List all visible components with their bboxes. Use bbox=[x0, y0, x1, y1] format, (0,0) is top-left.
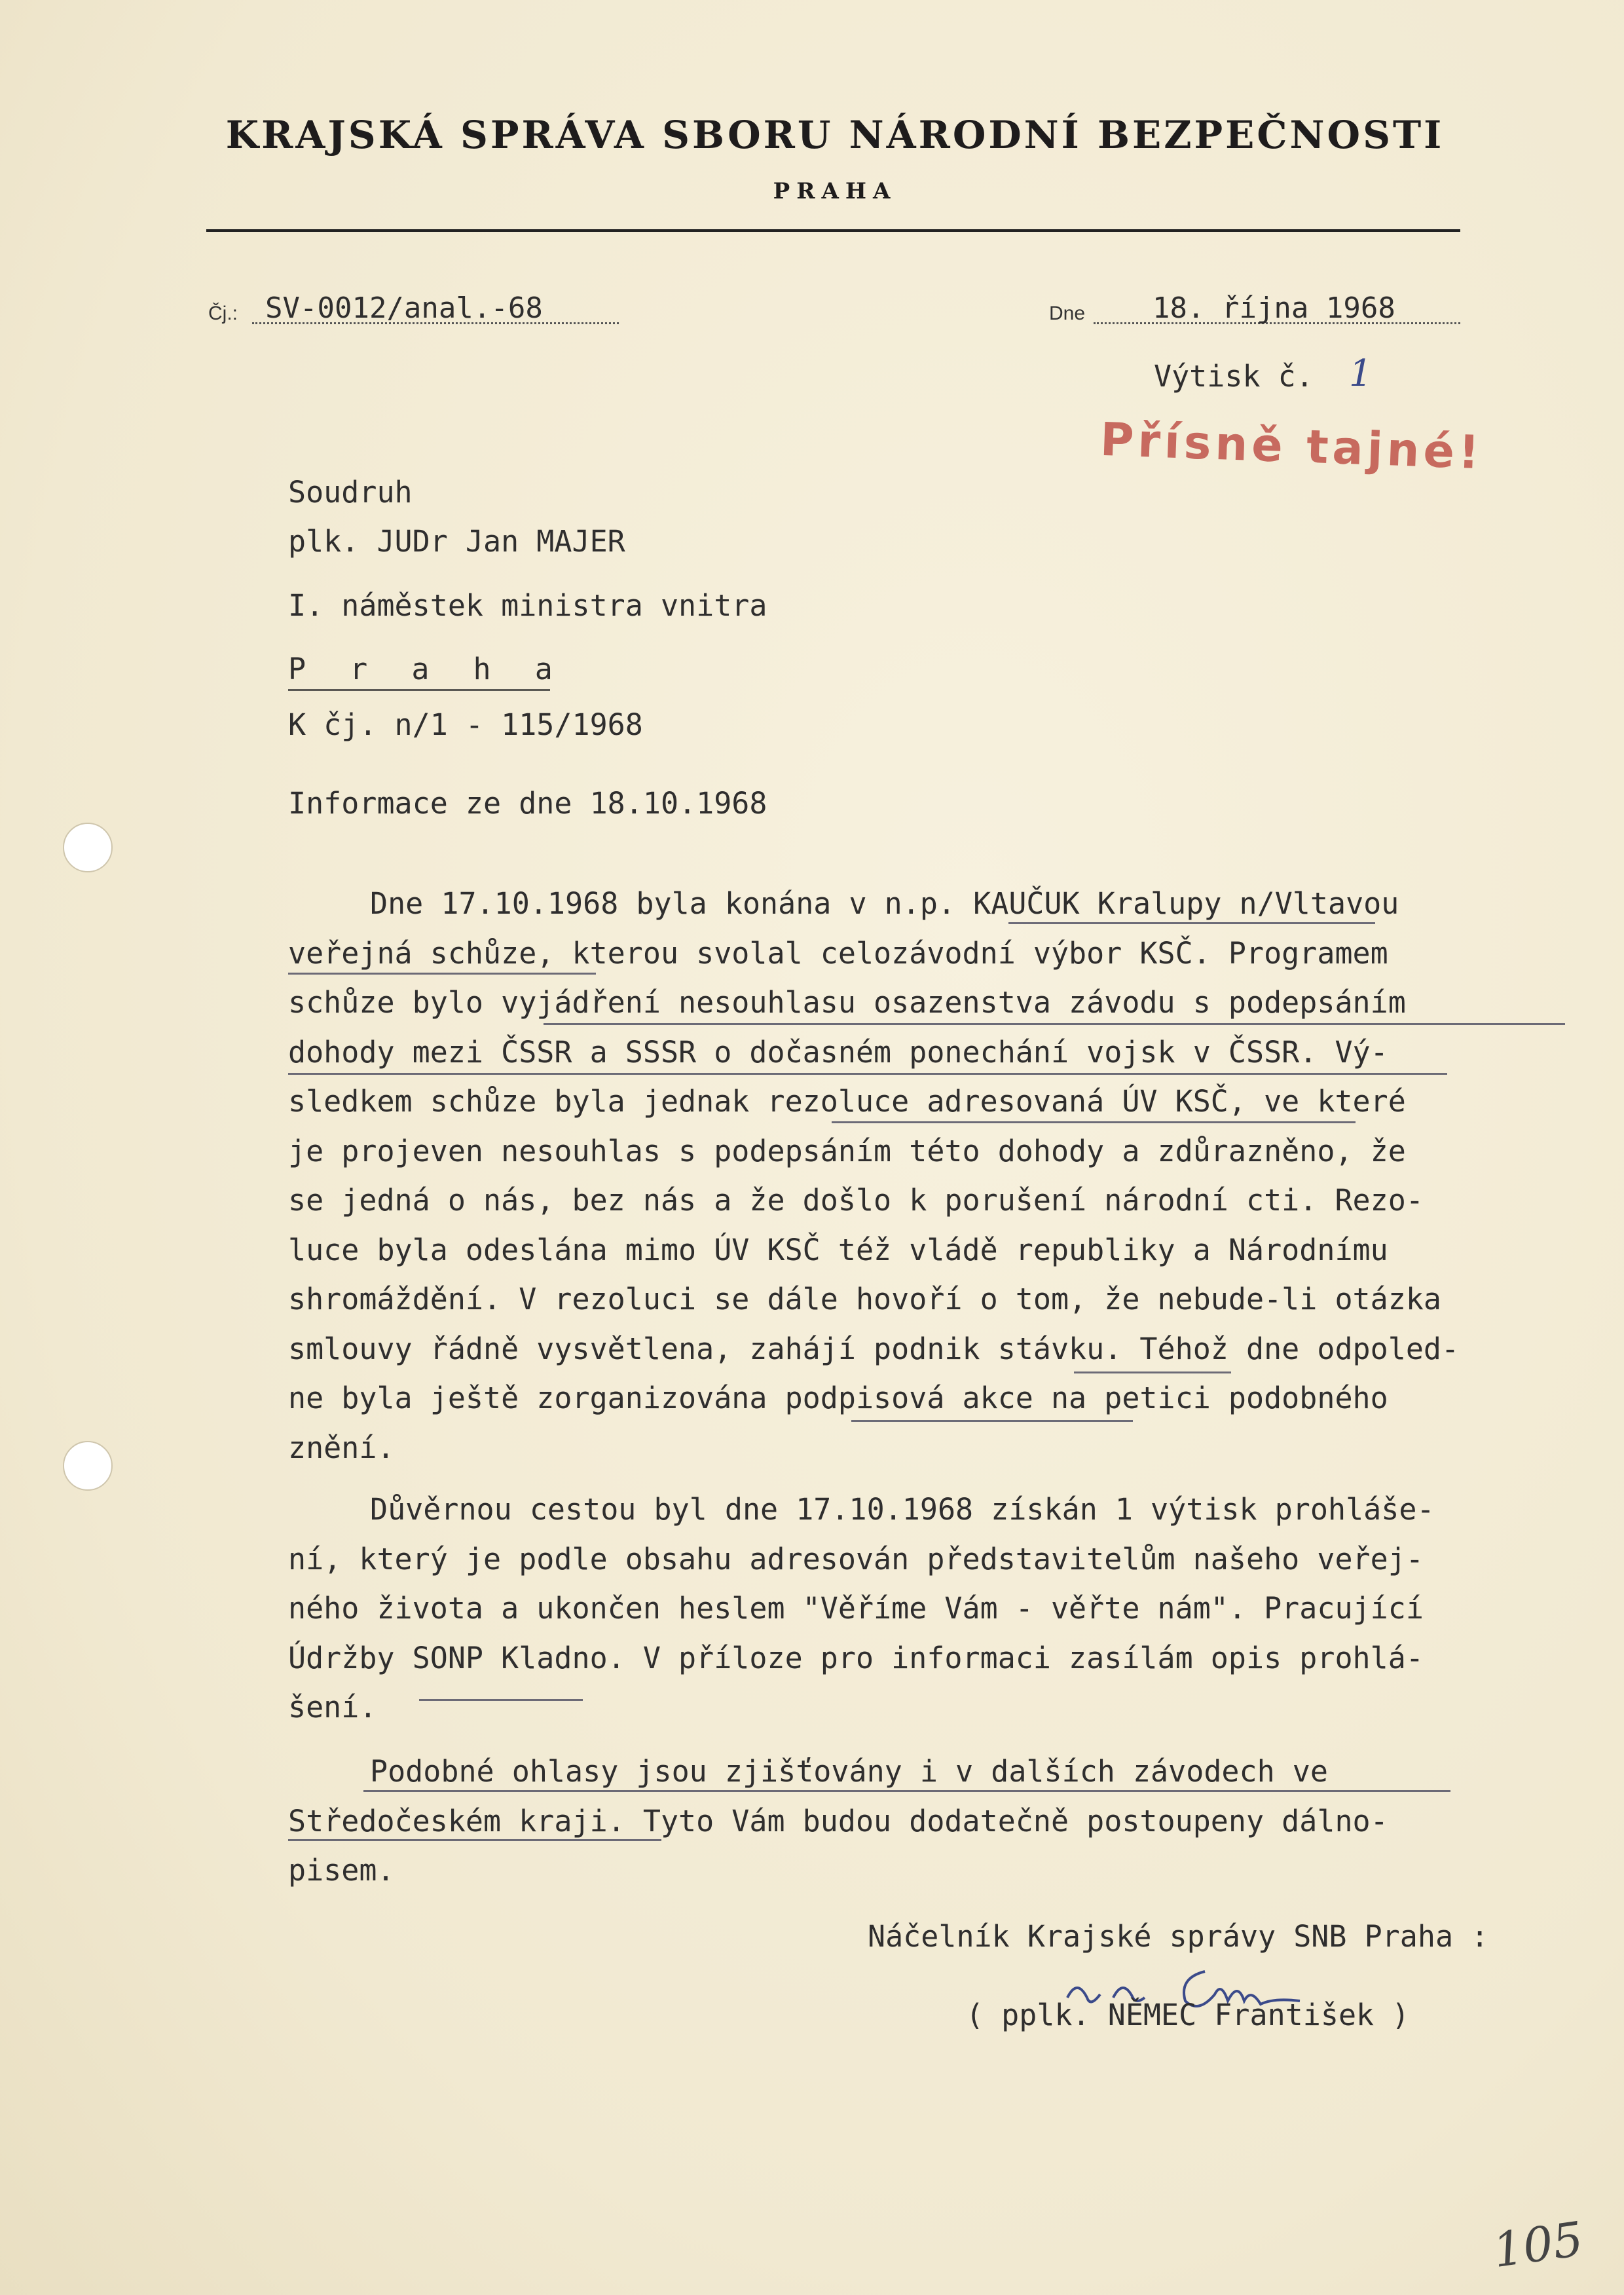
handwritten-underline bbox=[851, 1420, 1133, 1422]
paragraph-line: šení. bbox=[288, 1690, 377, 1725]
letterhead-rule bbox=[206, 229, 1460, 232]
letterhead-title: KRAJSKÁ SPRÁVA SBORU NÁRODNÍ BEZPEČNOSTI bbox=[225, 113, 1445, 157]
address-salutation: Soudruh bbox=[288, 475, 413, 510]
paragraph-line: shromáždění. V rezoluci se dále hovoří o tom, že nebude-li otázka bbox=[288, 1282, 1441, 1316]
date-label: Dne bbox=[1049, 303, 1086, 324]
paragraph-line: luce byla odeslána mimo ÚV KSČ též vládě republiky a Národnímu bbox=[288, 1232, 1388, 1267]
paragraph-line: dohody mezi ČSSR a SSSR o dočasném ponechání vojsk v ČSSR. Vý- bbox=[288, 1034, 1388, 1070]
paragraph-3 bbox=[288, 1747, 1578, 1895]
date-value: 18. října 1968 bbox=[1153, 291, 1395, 325]
paragraph-1 bbox=[288, 879, 1578, 1472]
handwritten-underline bbox=[832, 1121, 1356, 1123]
address-name: plk. JUDr Jan MAJER bbox=[288, 524, 625, 559]
address-city: P r a h a bbox=[288, 652, 566, 686]
page-number: 105 bbox=[1489, 2211, 1587, 2279]
punch-hole-top bbox=[63, 823, 113, 872]
paragraph-line: Důvěrnou cestou byl dne 17.10.1968 získán 1 výtisk prohláše- bbox=[370, 1492, 1435, 1527]
letterhead-city: PRAHA bbox=[773, 178, 897, 204]
paragraph-line: smlouvy řádně vysvětlena, zahájí podnik stávku. Téhož dne odpoled- bbox=[288, 1331, 1460, 1366]
paragraph-line: se jedná o nás, bez nás a že došlo k porušení národní cti. Rezo- bbox=[288, 1183, 1424, 1218]
handwritten-underline bbox=[363, 1790, 1450, 1792]
paragraph-line: pisem. bbox=[288, 1853, 395, 1888]
handwritten-underline bbox=[1008, 922, 1375, 924]
reference-label: Čj.: bbox=[208, 303, 238, 324]
paragraph-line: Dne 17.10.1968 byla konána v n.p. KAUČUK Kralupy n/Vltavou bbox=[370, 886, 1399, 921]
paragraph-line: ní, který je podle obsahu adresován představitelům našeho veřej- bbox=[288, 1541, 1424, 1577]
handwritten-underline bbox=[288, 1073, 1447, 1075]
paragraph-line: Údržby SONP Kladno. V příloze pro informaci zasílám opis prohlá- bbox=[288, 1640, 1424, 1675]
paragraph-line: Středočeském kraji. Tyto Vám budou dodatečně postoupeny dálno- bbox=[288, 1803, 1388, 1838]
classification-stamp: Přísně tajné! bbox=[1099, 412, 1485, 480]
paragraph-line: je projeven nesouhlas s podepsáním této dohody a zdůrazněno, že bbox=[288, 1133, 1406, 1168]
punch-hole-bottom bbox=[63, 1441, 113, 1491]
handwritten-underline bbox=[544, 1023, 1565, 1025]
handwritten-underline bbox=[1074, 1371, 1231, 1373]
address-position: I. náměstek ministra vnitra bbox=[288, 588, 767, 623]
address-reference: K čj. n/1 - 115/1968 bbox=[288, 707, 643, 742]
subject-line: Informace ze dne 18.10.1968 bbox=[288, 786, 767, 821]
paragraph-line: znění. bbox=[288, 1430, 395, 1465]
signatory-name: ( pplk. NĚMEC František ) bbox=[966, 1998, 1410, 2032]
paragraph-line: ne byla ještě zorganizována podpisová akce na petici podobného bbox=[288, 1381, 1388, 1415]
paragraph-line: sledkem schůze byla jednak rezoluce adresovaná ÚV KSČ, ve které bbox=[288, 1084, 1406, 1119]
paragraph-line: ného života a ukončen heslem "Věříme Vám - věřte nám". Pracující bbox=[288, 1591, 1424, 1626]
copy-number: 1 bbox=[1349, 352, 1373, 395]
handwritten-underline bbox=[288, 1839, 661, 1841]
reference-number: SV-0012/anal.-68 bbox=[265, 291, 543, 325]
copy-label: Výtisk č. bbox=[1154, 359, 1314, 394]
paragraph-line: veřejná schůze, kterou svolal celozávodní výbor KSČ. Programem bbox=[288, 935, 1388, 971]
paragraph-2 bbox=[288, 1485, 1578, 1732]
paragraph-line: Podobné ohlasy jsou zjišťovány i v dalších závodech ve bbox=[370, 1754, 1328, 1789]
handwritten-underline bbox=[288, 973, 596, 975]
signature-title: Náčelník Krajské správy SNB Praha : bbox=[868, 1919, 1489, 1954]
address-city-underline bbox=[288, 689, 550, 691]
paragraph-line: schůze bylo vyjádření nesouhlasu osazenstva závodu s podepsáním bbox=[288, 985, 1406, 1020]
handwritten-underline bbox=[419, 1699, 583, 1701]
